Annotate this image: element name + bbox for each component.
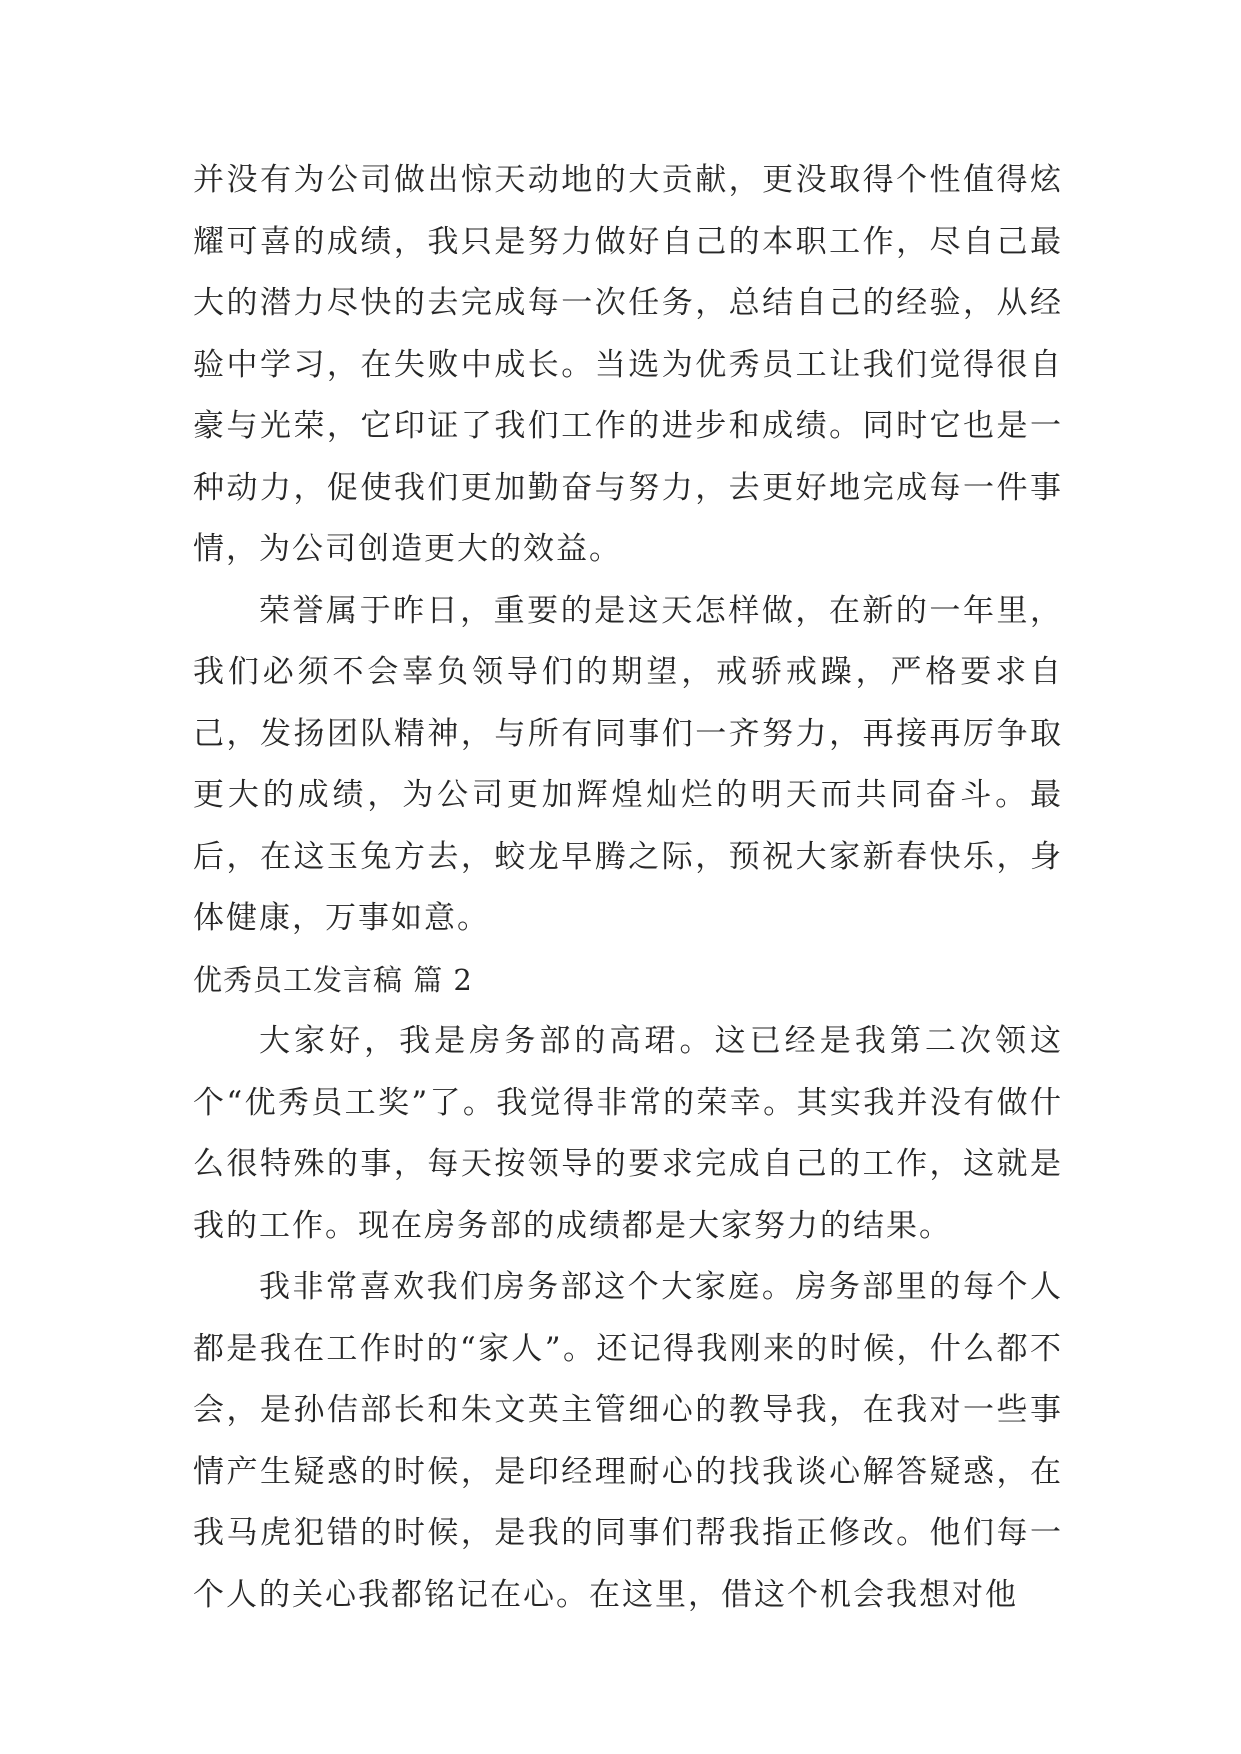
paragraph-honor: 荣誉属于昨日，重要的是这天怎样做，在新的一年里，我们必须不会辜负领导们的期望，戒骄戒躁，严格要求自己，发扬团队精神，与所有同事们一齐努力，再接再厉争取更大的成绩，为公司更加辉煌灿烂的明天而共同奋斗。最后，在这玉兔方去，蛟龙早腾之际，预祝大家新春快乐，身体健康，万事如意。 bbox=[193, 592, 1063, 936]
section-heading: 优秀员工发言稿 篇 2 bbox=[193, 962, 473, 997]
paragraph-family: 我非常喜欢我们房务部这个大家庭。房务部里的每个人都是我在工作时的“家人”。还记得我刚来的时候，什么都不会，是孙佶部长和朱文英主管细心的教导我，在我对一些事情产生疑惑的时候，是印经理耐心的找我谈心解答疑惑，在我马虎犯错的时候，是我的同事们帮我指正修改。他们每一个人的关心我都铭记在心。在这里，借这个机会我想对他 bbox=[193, 1269, 1063, 1613]
document-body bbox=[193, 150, 1063, 1626]
paragraph-greeting: 大家好，我是房务部的高珺。这已经是我第二次领这个“优秀员工奖”了。我觉得非常的荣幸。其实我并没有做什么很特殊的事，每天按领导的要求完成自己的工作，这就是我的工作。现在房务部的成绩都是大家努力的结果。 bbox=[193, 1023, 1063, 1244]
paragraph-continuation: 并没有为公司做出惊天动地的大贡献，更没取得个性值得炫耀可喜的成绩，我只是努力做好自己的本职工作，尽自己最大的潜力尽快的去完成每一次任务，总结自己的经验，从经验中学习，在失败中成长。当选为优秀员工让我们觉得很自豪与光荣，它印证了我们工作的进步和成绩。同时它也是一种动力，促使我们更加勤奋与努力，去更好地完成每一件事情，为公司创造更大的效益。 bbox=[193, 162, 1063, 567]
